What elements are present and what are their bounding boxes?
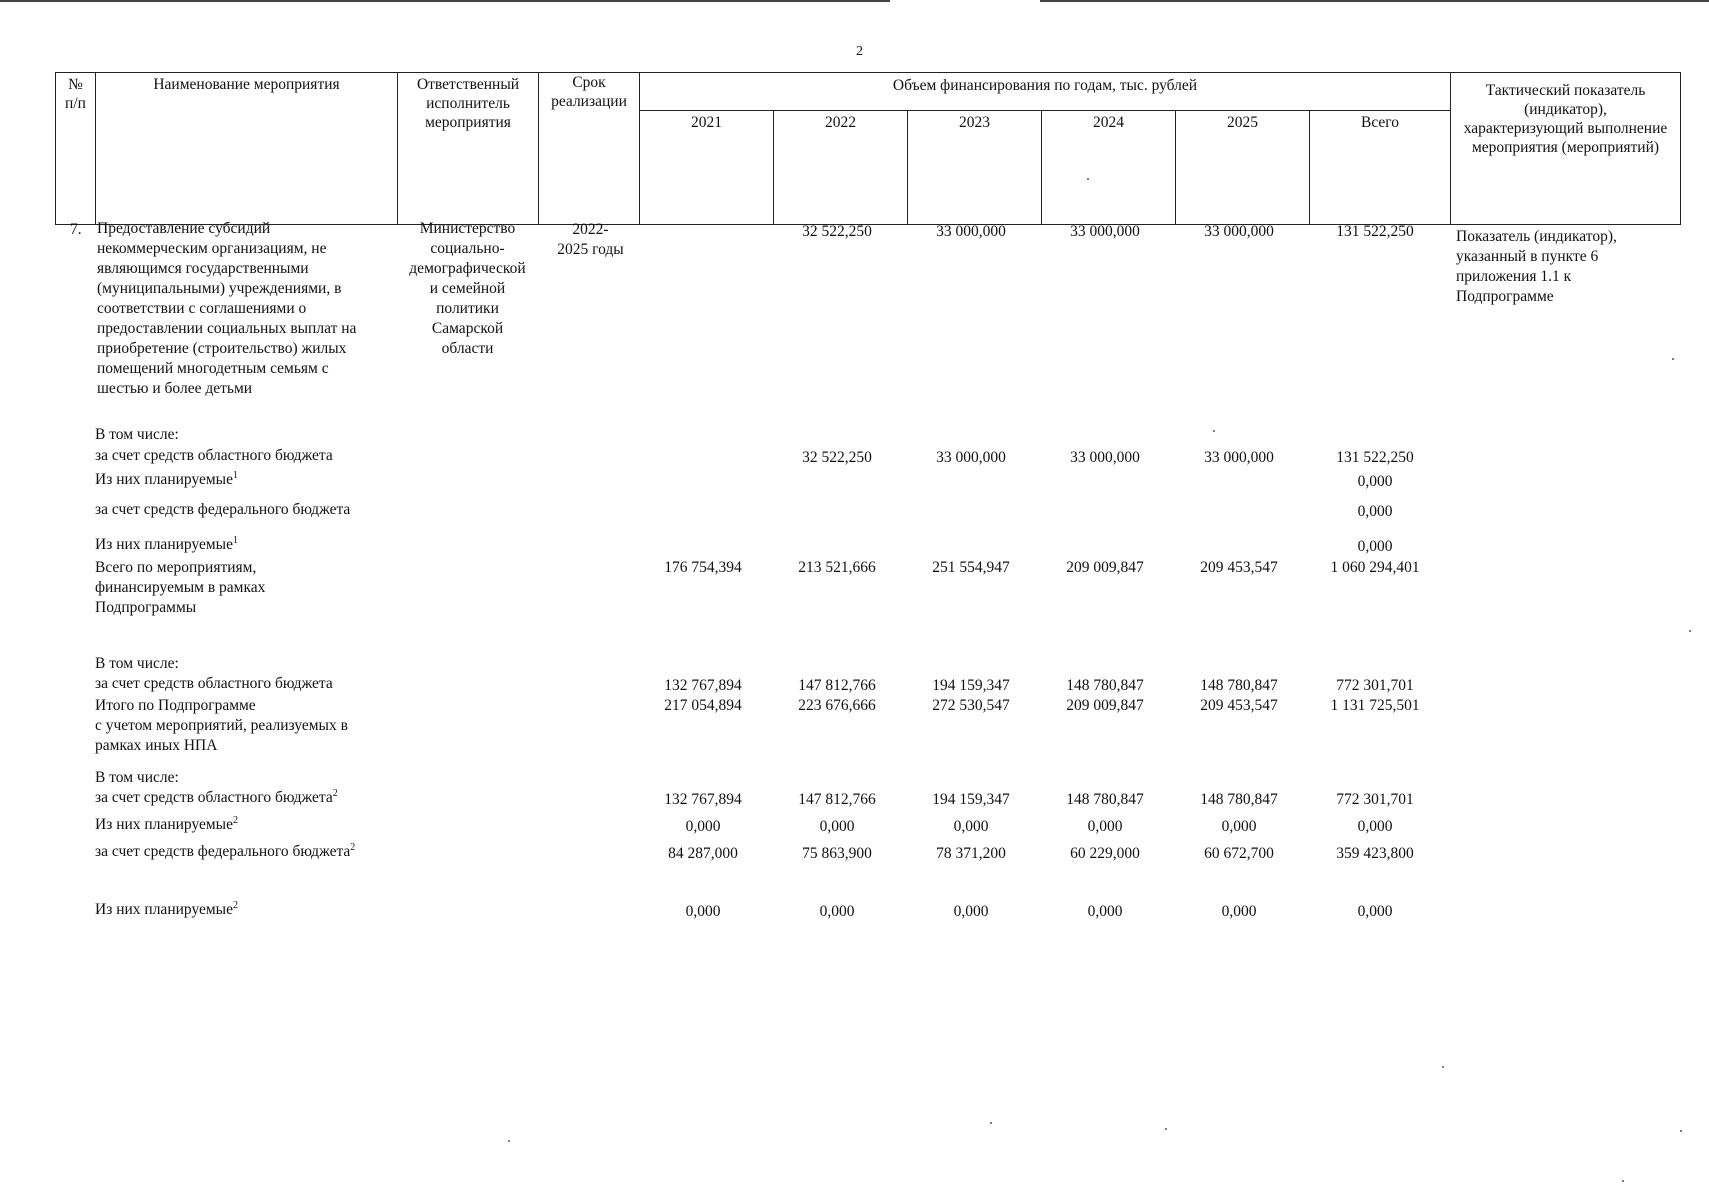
row-value-total: 131 522,250	[1336, 223, 1414, 240]
row-value: 147 812,766	[798, 791, 876, 808]
row-label-text: за счет средств федерального бюджета	[95, 501, 351, 518]
row-label	[95, 654, 179, 674]
row-value: 209 453,547	[1200, 559, 1278, 576]
row-label-text: за счет средств областного бюджета	[95, 447, 333, 464]
row-value: 60 229,000	[1070, 845, 1140, 862]
row-value: 0,000	[953, 818, 989, 835]
footnote-mark: 2	[350, 841, 356, 853]
item7-responsible: Министерство социально- демографической и семейной политики Самарской области	[409, 220, 526, 357]
scan-speck	[1442, 1066, 1444, 1068]
scan-speck	[1672, 358, 1674, 360]
row-value: 209 009,847	[1066, 559, 1144, 576]
row-label	[95, 788, 338, 808]
header-year-2024: 2024	[1042, 111, 1176, 225]
scan-speck	[1213, 430, 1215, 432]
row-label	[95, 674, 333, 694]
row-label-text: В том числе:	[95, 426, 179, 443]
row-value: 223 676,666	[798, 697, 876, 714]
row-value-total: 1 060 294,401	[1330, 559, 1420, 576]
item7-name: Предоставление субсидий некоммерческим организациям, не являющимся государственными (муниципальными) учреждениями, в соответствии с соглашениями о предоставлении социальных выплат на приобретение (строительство) жилых помещений многодетным семьям с шестью и более детьми	[97, 220, 357, 397]
row-label-text: Итого по Подпрограмме с учетом мероприятий, реализуемых в рамках иных НПА	[95, 697, 348, 754]
row-value: 209 453,547	[1200, 697, 1278, 714]
footnote-mark: 1	[232, 469, 238, 481]
row-value: 147 812,766	[798, 677, 876, 694]
row-value: 0,000	[1087, 903, 1123, 920]
scan-speck	[1622, 1180, 1624, 1182]
row-value-total: 0,000	[1357, 903, 1393, 920]
row-label	[95, 558, 265, 618]
header-year-2023: 2023	[908, 111, 1042, 225]
row-value: 33 000,000	[1204, 449, 1274, 466]
row-value: 84 287,000	[668, 845, 738, 862]
row-value: 251 554,947	[932, 559, 1010, 576]
row-label	[95, 696, 348, 756]
header-year-2025: 2025	[1176, 111, 1310, 225]
footnote-mark: 2	[232, 814, 238, 826]
row-value: 0,000	[1221, 818, 1257, 835]
row-value: 33 000,000	[936, 223, 1006, 240]
row-value: 78 371,200	[936, 845, 1006, 862]
row-value-total: 359 423,800	[1336, 845, 1414, 862]
scan-speck	[1689, 630, 1691, 632]
row-value: 60 672,700	[1204, 845, 1274, 862]
row-label	[95, 768, 179, 788]
row-value: 0,000	[685, 903, 721, 920]
row-value: 272 530,547	[932, 697, 1010, 714]
row-label	[95, 425, 179, 445]
row-label	[95, 446, 333, 466]
item7-indicator: Показатель (индикатор), указанный в пункте 6 приложения 1.1 к Подпрограмме	[1456, 228, 1617, 305]
row-label-text: Всего по мероприятиям, финансируемым в рамках Подпрограммы	[95, 559, 266, 616]
row-value: 75 863,900	[802, 845, 872, 862]
row-value: 0,000	[953, 903, 989, 920]
row-value: 176 754,394	[664, 559, 742, 576]
row-value: 0,000	[1087, 818, 1123, 835]
row-label-text: Из них планируемые	[95, 816, 233, 833]
row-value: 0,000	[819, 818, 855, 835]
header-year-2022: 2022	[774, 111, 908, 225]
scan-speck	[1680, 1130, 1682, 1132]
row-label	[95, 500, 350, 520]
row-value: 33 000,000	[1204, 223, 1274, 240]
row-label-text: Из них планируемые	[95, 471, 233, 488]
row-value-total: 1 131 725,501	[1330, 697, 1420, 714]
header-funding: Объем финансирования по годам, тыс. рублей	[640, 73, 1451, 111]
footnote-mark: 1	[232, 534, 238, 546]
row-label-text: Из них планируемые	[95, 901, 233, 918]
row-value-total: 131 522,250	[1336, 449, 1414, 466]
header-term: Срок реализации	[539, 73, 640, 225]
row-label-text: В том числе:	[95, 769, 179, 786]
scan-speck	[508, 1140, 510, 1142]
header-responsible: Ответственный исполнитель мероприятия	[398, 73, 539, 225]
row-label-text: В том числе:	[95, 655, 179, 672]
row-value-total: 772 301,701	[1336, 791, 1414, 808]
scan-speck	[1165, 1128, 1167, 1130]
row-value: 194 159,347	[932, 791, 1010, 808]
row-value-total: 0,000	[1357, 473, 1393, 490]
row-value: 194 159,347	[932, 677, 1010, 694]
scan-speck	[1087, 178, 1089, 180]
item7-term: 2022- 2025 годы	[557, 221, 624, 258]
row-label	[95, 842, 355, 862]
row-value: 0,000	[685, 818, 721, 835]
row-label-text: за счет средств областного бюджета	[95, 789, 333, 806]
header-name: Наименование мероприятия	[96, 73, 398, 225]
row-value-total: 0,000	[1357, 538, 1393, 555]
row-label-text: за счет средств федерального бюджета	[95, 843, 351, 860]
row-value: 148 780,847	[1200, 677, 1278, 694]
row-value: 0,000	[819, 903, 855, 920]
row-value: 132 767,894	[664, 791, 742, 808]
row-value: 209 009,847	[1066, 697, 1144, 714]
header-num: № п/п	[56, 73, 96, 225]
row-value: 33 000,000	[1070, 449, 1140, 466]
row-value: 32 522,250	[802, 449, 872, 466]
page-number: 2	[856, 44, 863, 59]
row-label-text: за счет средств областного бюджета	[95, 675, 333, 692]
header-year-2021: 2021	[640, 111, 774, 225]
row-value-total: 0,000	[1357, 503, 1393, 520]
header-total: Всего	[1310, 111, 1451, 225]
row-value: 148 780,847	[1066, 791, 1144, 808]
row-label	[95, 900, 238, 920]
footnote-mark: 2	[232, 899, 238, 911]
row-value: 0,000	[1221, 903, 1257, 920]
row-value-total: 772 301,701	[1336, 677, 1414, 694]
row-label	[95, 470, 238, 490]
item7-num: 7.	[70, 221, 82, 238]
row-value: 33 000,000	[936, 449, 1006, 466]
row-value: 213 521,666	[798, 559, 876, 576]
row-value-total: 0,000	[1357, 818, 1393, 835]
row-value: 32 522,250	[802, 223, 872, 240]
row-label	[95, 535, 238, 555]
row-label	[95, 815, 238, 835]
scan-speck	[990, 1122, 992, 1124]
row-value: 132 767,894	[664, 677, 742, 694]
row-value: 148 780,847	[1200, 791, 1278, 808]
footnote-mark: 2	[332, 787, 338, 799]
row-value: 33 000,000	[1070, 223, 1140, 240]
header-indicator: Тактический показатель (индикатор), характеризующий выполнение мероприятия (мероприятий)	[1451, 73, 1681, 225]
row-value: 148 780,847	[1066, 677, 1144, 694]
row-value: 217 054,894	[664, 697, 742, 714]
row-label-text: Из них планируемые	[95, 536, 233, 553]
